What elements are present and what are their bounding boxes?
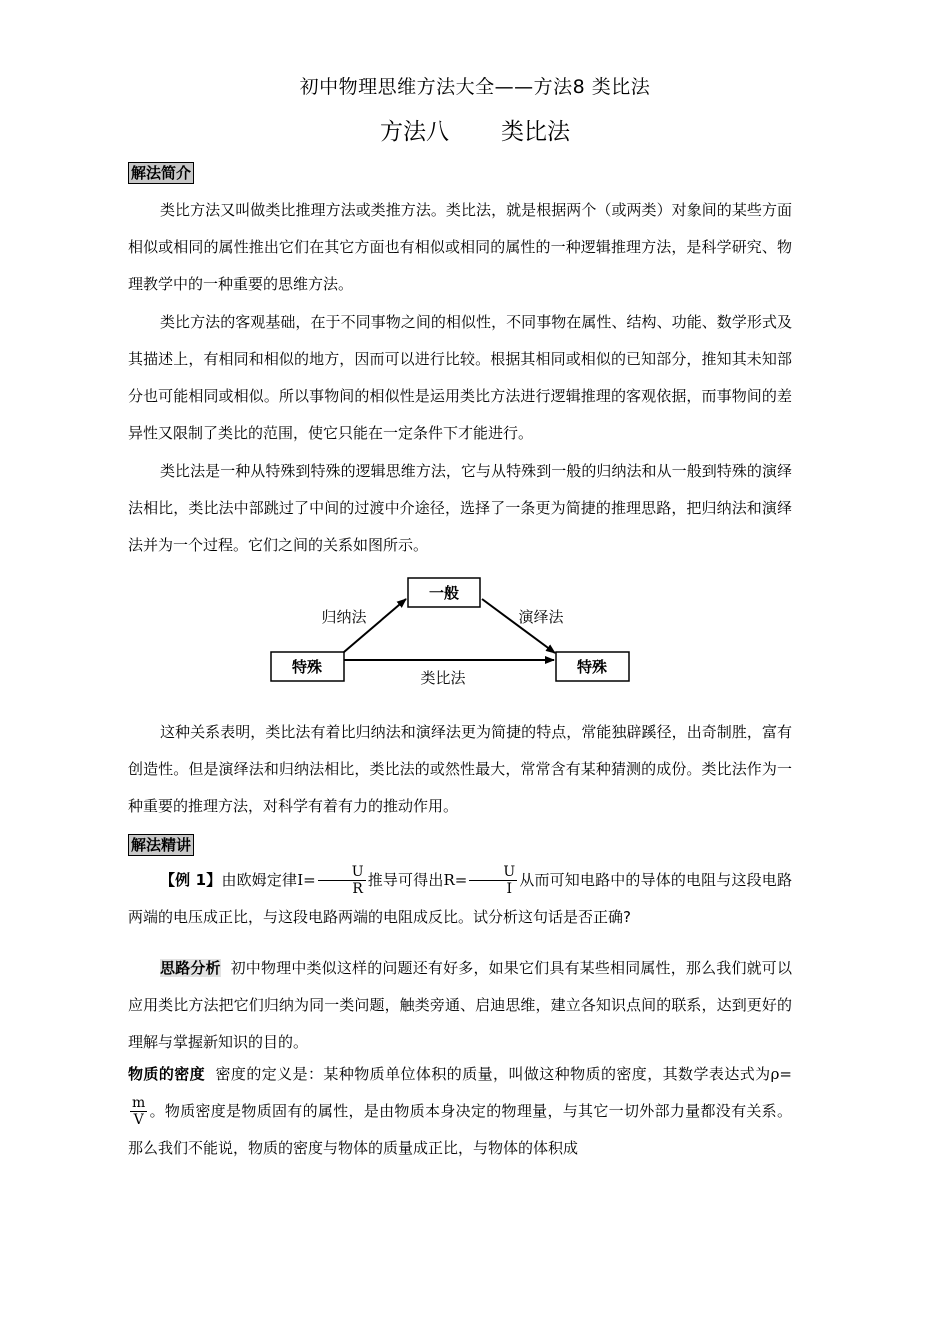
paragraph-intro-2: 类比方法的客观基础，在于不同事物之间的相似性，不同事物在属性、结构、功能、数学形式及其描述上，有相同和相似的地方，因而可以进行比较。根据其相同或相似的已知部分，推知其未知部分也可能相同或相似。所以事物间的相似性是运用类比方法进行逻辑推理的客观依据，而事物间的差异性又限制了类比的范围，使它只能在一定条件下才能进行。 [128,313,792,442]
paragraph-intro-1: 类比方法又叫做类比推理方法或类推方法。类比法，就是根据两个（或两类）对象间的某些方面相似或相同的属性推出它们在其它方面也有相似或相同的属性的一种逻辑推理方法，是科学研究、物理教学中的一种重要的思维方法。 [128,201,792,293]
fraction-u-over-i [469,864,517,897]
formula-equals-2: = [454,871,468,889]
subtitle-method: 方法八 [380,119,449,145]
example-1-paragraph [128,862,792,936]
document-title: 初中物理思维方法大全——方法8 类比法 [299,76,651,98]
example-label: 【例 1】 [160,871,222,889]
diagram-label-general: 一般 [428,584,460,602]
density-label: 物质的密度 [128,1065,206,1083]
fraction-denominator-i: I [506,881,513,897]
diagram-label-induction: 归纳法 [321,608,367,626]
diagram-label-analogy: 类比法 [420,669,466,687]
density-text-b: 。物质密度是物质固有的属性，是由物质本身决定的物理量，与其它一切外部力量都没有关系。那么我们不能说，物质的密度与物体的质量成正比，与物体的体积成 [128,1102,792,1157]
fraction-numerator-u-2: U [469,864,517,881]
fraction-numerator-u: U [318,864,366,881]
reasoning-diagram [262,572,642,696]
formula-equals-3: = [779,1065,792,1083]
formula-rho: ρ [770,1065,780,1083]
fraction-numerator-m: m [132,1095,146,1111]
paragraph-intro-3: 类比法是一种从特殊到特殊的逻辑思维方法，它与从特殊到一般的归纳法和从一般到特殊的演绎法相比，类比法中部跳过了中间的过渡中介途径，选择了一条更为简捷的推理思路，把归纳法和演绎法并为一个过程。它们之间的关系如图所示。 [128,462,792,554]
subtitle-name: 类比法 [501,119,570,145]
fraction-denominator-v: V [133,1112,144,1128]
analysis-label: 思路分析 [160,959,221,977]
fraction-u-over-r [318,864,366,897]
analysis-text: 初中物理中类似这样的问题还有好多，如果它们具有某些相同属性，那么我们就可以应用类比方法把它们归纳为同一类问题，触类旁通、启迪思维，建立各知识点间的联系，达到更好的理解与掌握新知识的目的。 [128,959,792,1051]
diagram-label-special-right: 特殊 [576,658,608,676]
document-subtitle [0,113,950,146]
diagram-label-special-left: 特殊 [291,658,323,676]
section-tag-intro: 解法简介 [128,162,194,184]
example-text-c: 从而可知电路中的导体的电阻与这段电路两端的电压成正比，与这段电路两端的电阻成反比。试分析这句话是否正确? [128,871,792,926]
diagram-label-deduction: 演绎法 [518,608,564,626]
fraction-m-over-v [130,1095,147,1128]
density-paragraph [128,1056,792,1167]
example-text-a: 由欧姆定律 [221,871,298,889]
paragraph-intro-4: 这种关系表明，类比法有着比归纳法和演绎法更为简捷的特点，常能独辟蹊径，出奇制胜，富有创造性。但是演绎法和归纳法相比，类比法的或然性最大，常常含有某种猜测的成份。类比法作为一种重要的推理方法，对科学有着有力的推动作用。 [128,723,792,815]
density-text-a: 密度的定义是：某种物质单位体积的质量，叫做这种物质的密度，其数学表达式为 [215,1065,771,1083]
analysis-paragraph [128,950,792,1061]
formula-r: R [443,871,455,889]
section-tag-explain: 解法精讲 [128,834,194,856]
fraction-denominator-r: R [352,881,363,897]
formula-equals-1: = [303,871,316,889]
formula-i: I [297,871,304,889]
example-text-b: 推导可得出 [367,871,444,889]
